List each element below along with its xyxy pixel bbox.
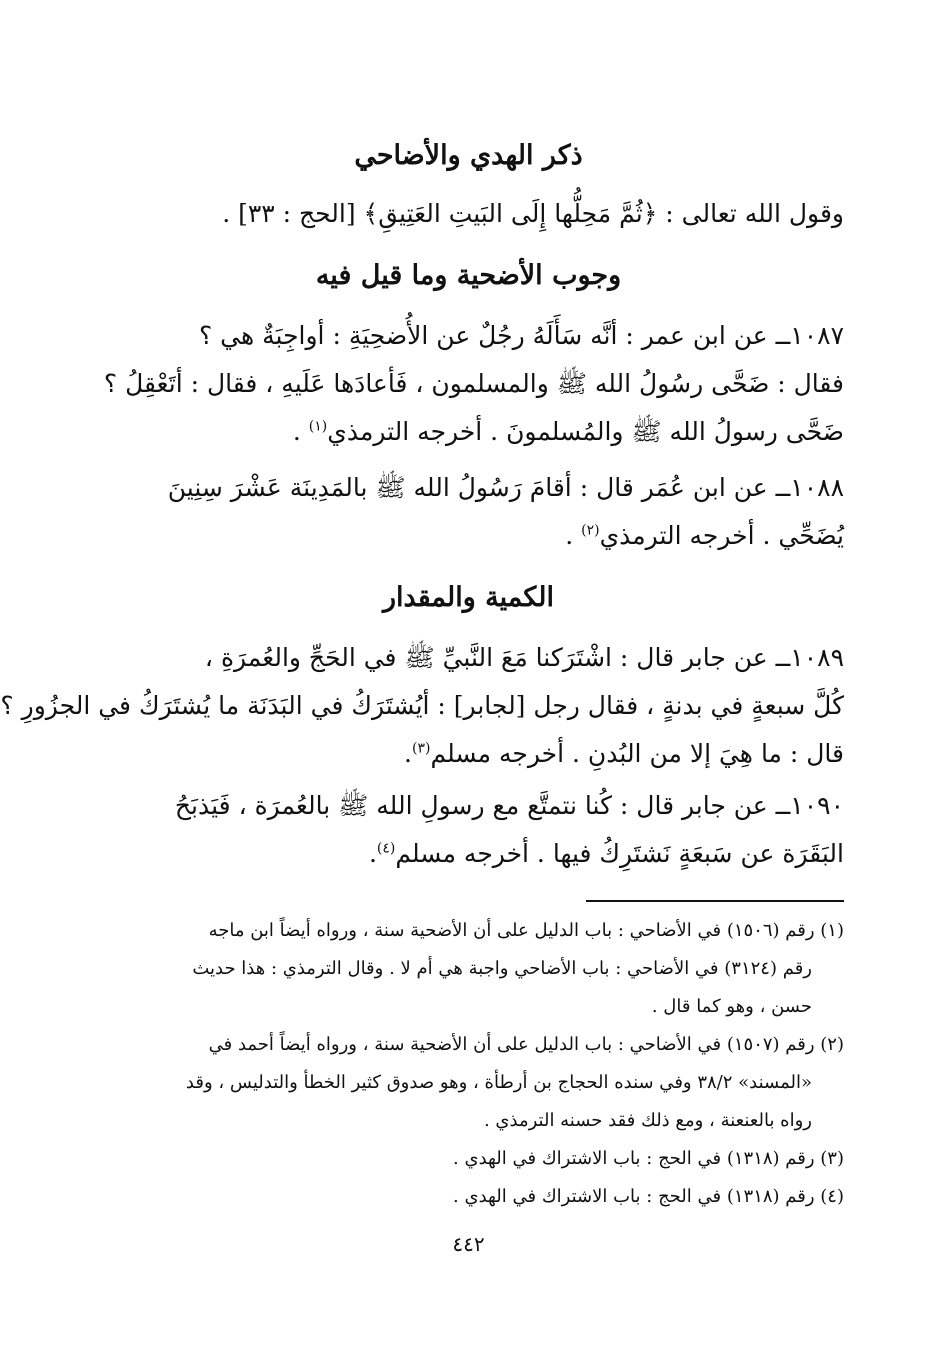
hadith-1089-end: . [404,739,412,768]
hadith-1089-line-3 [93,730,844,778]
hadith-1089 [0,634,844,778]
hadith-1087-line-1: ١٠٨٧ــ عن ابن عمر : أنَّه سَأَلَهُ رجُلٌ عن الأُضحِيَةِ : أواجِبَةٌ هي ؟ [198,321,844,350]
footnote-ref-4: (٤) [376,840,396,857]
hadith-1087-line-3-text: ضَحَّى رسولُ الله ﷺ والمُسلمونَ . أخرجه الترمذي [327,417,844,446]
footnote-2-line-3: رواه بالعنعنة ، ومع ذلك فقد حسنه الترمذي . [483,1110,812,1131]
hadith-1090-line-2-text: البَقَرَة عن سَبعَةٍ نَشتَرِكُ فيها . أخرجه مسلم [395,839,844,868]
section-heading-quantity: الكمية والمقدار [382,582,555,613]
footnote-divider [586,900,844,902]
footnote-2-line-1: (٢) رقم (١٥٠٧) في الأضاحي : باب الدليل على أن الأضحية سنة ، ورواه أيضاً أحمد في [208,1034,844,1055]
hadith-1090-end: . [368,839,377,868]
hadith-1088-line-1: ١٠٨٨ــ عن ابن عُمَر قال : أقامَ رَسُولُ الله ﷺ بالمَدِينَة عَشْرَ سِنِينَ [167,473,844,502]
hadith-1088-line-2 [93,512,844,560]
footnote-2-line-2: «المسند» ٣٨/٢ وفي سنده الحجاج بن أرطأة ، وهو صدوق كثير الخطأ والتدليس ، وقد [185,1072,812,1093]
hadith-1087-end: . [292,417,309,446]
footnote-1-line-1: (١) رقم (١٥٠٦) في الأضاحي : باب الدليل على أن الأضحية سنة ، ورواه أيضاً ابن ماجه [208,920,844,941]
footnote-ref-2: (٢) [581,522,600,539]
hadith-1088-line-2-text: يُضَحِّي . أخرجه الترمذي [599,521,844,550]
hadith-1089-line-2: كُلَّ سبعةٍ في بدنةٍ ، فقال رجل [لجابر] : أيُشتَرَكُ في البَدَنَة ما يُشتَرَكُ في الجزُورِ ؟ [0,691,844,720]
intro-verse [93,190,844,238]
hadith-1087 [93,312,844,456]
footnote-1-line-3: حسن ، وهو كما قال . [651,996,812,1017]
footnote-4: (٤) رقم (١٣١٨) في الحج : باب الاشتراك في الهدي . [453,1186,844,1207]
hadith-1088 [93,464,844,560]
intro-line: وقول الله تعالى : ﴿ثُمَّ مَحِلُّها إِلَى البَيتِ العَتِيقِ﴾ [الحج : ٣٣] . [222,199,844,228]
hadith-1089-line-3-text: قال : ما هِيَ إلا من البُدنِ . أخرجه مسلم [430,739,844,768]
hadith-1088-end: . [565,521,582,550]
footnote-1-line-2: رقم (٣١٢٤) في الأضاحي : باب الأضاحي واجبة هي أم لا . وقال الترمذي : هذا حديث [192,958,812,979]
page-number: ٤٤٢ [452,1232,485,1256]
hadith-1090-line-1: ١٠٩٠ــ عن جابر قال : كُنا نتمتَّع مع رسولِ الله ﷺ بالعُمرَة ، فَيَذبَحُ [174,791,844,820]
hadith-1087-line-3 [93,408,844,456]
footnote-ref-1: (١) [308,418,328,435]
section-heading-obligation: وجوب الأضحية وما قيل فيه [315,260,622,291]
footnote-3: (٣) رقم (١٣١٨) في الحج : باب الاشتراك في الهدي . [453,1148,844,1169]
footnote-ref-3: (٣) [412,740,431,757]
hadith-1090-line-2 [93,830,844,878]
hadith-1089-line-1: ١٠٨٩ــ عن جابر قال : اشْتَرَكنا مَعَ النَّبيِّ ﷺ في الحَجِّ والعُمرَةِ ، [204,643,844,672]
hadith-1090 [93,782,844,878]
hadith-1087-line-2: فقال : ضَحَّى رسُولُ الله ﷺ والمسلمون ، فَأعادَها عَلَيهِ ، فقال : أتَعْقِلُ ؟ [103,369,844,398]
section-heading-main: ذكر الهدي والأضاحي [354,140,583,171]
footnotes [93,912,844,1216]
